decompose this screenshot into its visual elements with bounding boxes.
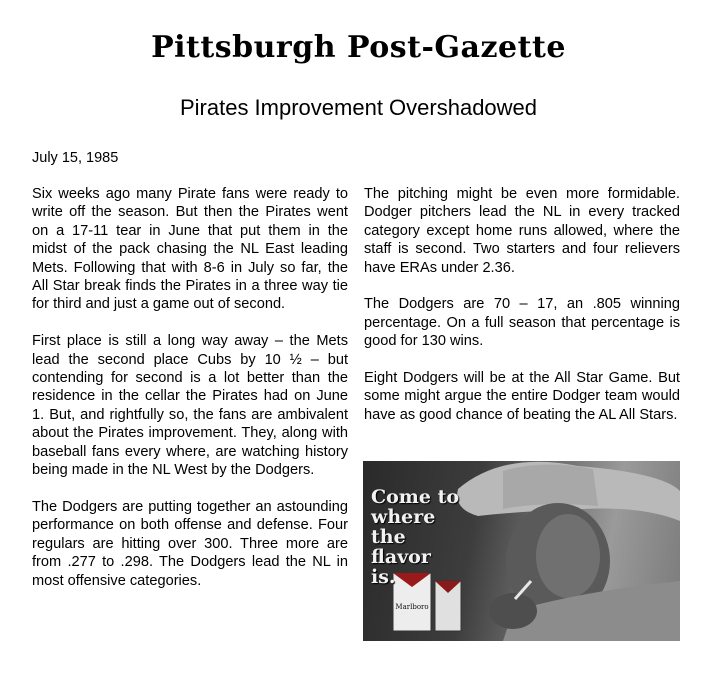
paragraph: Eight Dodgers will be at the All Star Game. But some might argue the entire Dodger team would have as good chance of beating the AL All Stars. <box>364 370 680 423</box>
paragraph: First place is still a long way away – the Mets lead the second place Cubs by 10 ½ – but contending for second is a lot better than the residence in the cellar the Pirates had on June 1. But, and rightfully so, the fans are ambivalent about the Pirates improvement. They, along with baseball fans every where, are watching history being made in the NL West by the Dodgers. <box>32 333 348 479</box>
paragraph: Six weeks ago many Pirate fans were ready to write off the season. But then the Pirates went on a 17-11 tear in June that put them in the midst of the pack chasing the NL East leading Mets. Following that with 8-6 in July so far, the All Star break finds the Pirates in a three way tie for third and just a game out of second. <box>32 186 348 313</box>
cigarette-advertisement <box>363 461 680 641</box>
ad-slogan-line: where the <box>371 506 436 548</box>
paragraph: The Dodgers are 70 – 17, an .805 winning percentage. On a full season that percentage is good for 130 wins. <box>364 296 680 350</box>
paragraph: The Dodgers are putting together an astounding performance on both offense and defense. Four regulars are hitting over 300. Three more are from .277 to .298. The Dodgers lead the NL in most offensive categories. <box>32 498 348 589</box>
masthead-logo: Pittsburgh Post-Gazette <box>151 30 566 65</box>
ad-slogan-line: flavor is. <box>371 546 431 588</box>
headline: Pirates Improvement Overshadowed <box>179 95 538 120</box>
ad-slogan-line: Come to <box>371 486 460 508</box>
paragraph: The pitching might be even more formidable. Dodger pitchers lead the NL in every tracked category except home runs allowed, where the staff is second. Two starters and four relievers have ERAs under 2.36. <box>364 186 680 276</box>
ad-slogan <box>371 487 461 587</box>
dateline: July 15, 1985 <box>32 150 119 166</box>
article-column-right <box>364 185 680 443</box>
pack-brand: Marlboro <box>395 603 429 611</box>
article-column-left <box>32 185 348 608</box>
hand <box>489 593 537 629</box>
